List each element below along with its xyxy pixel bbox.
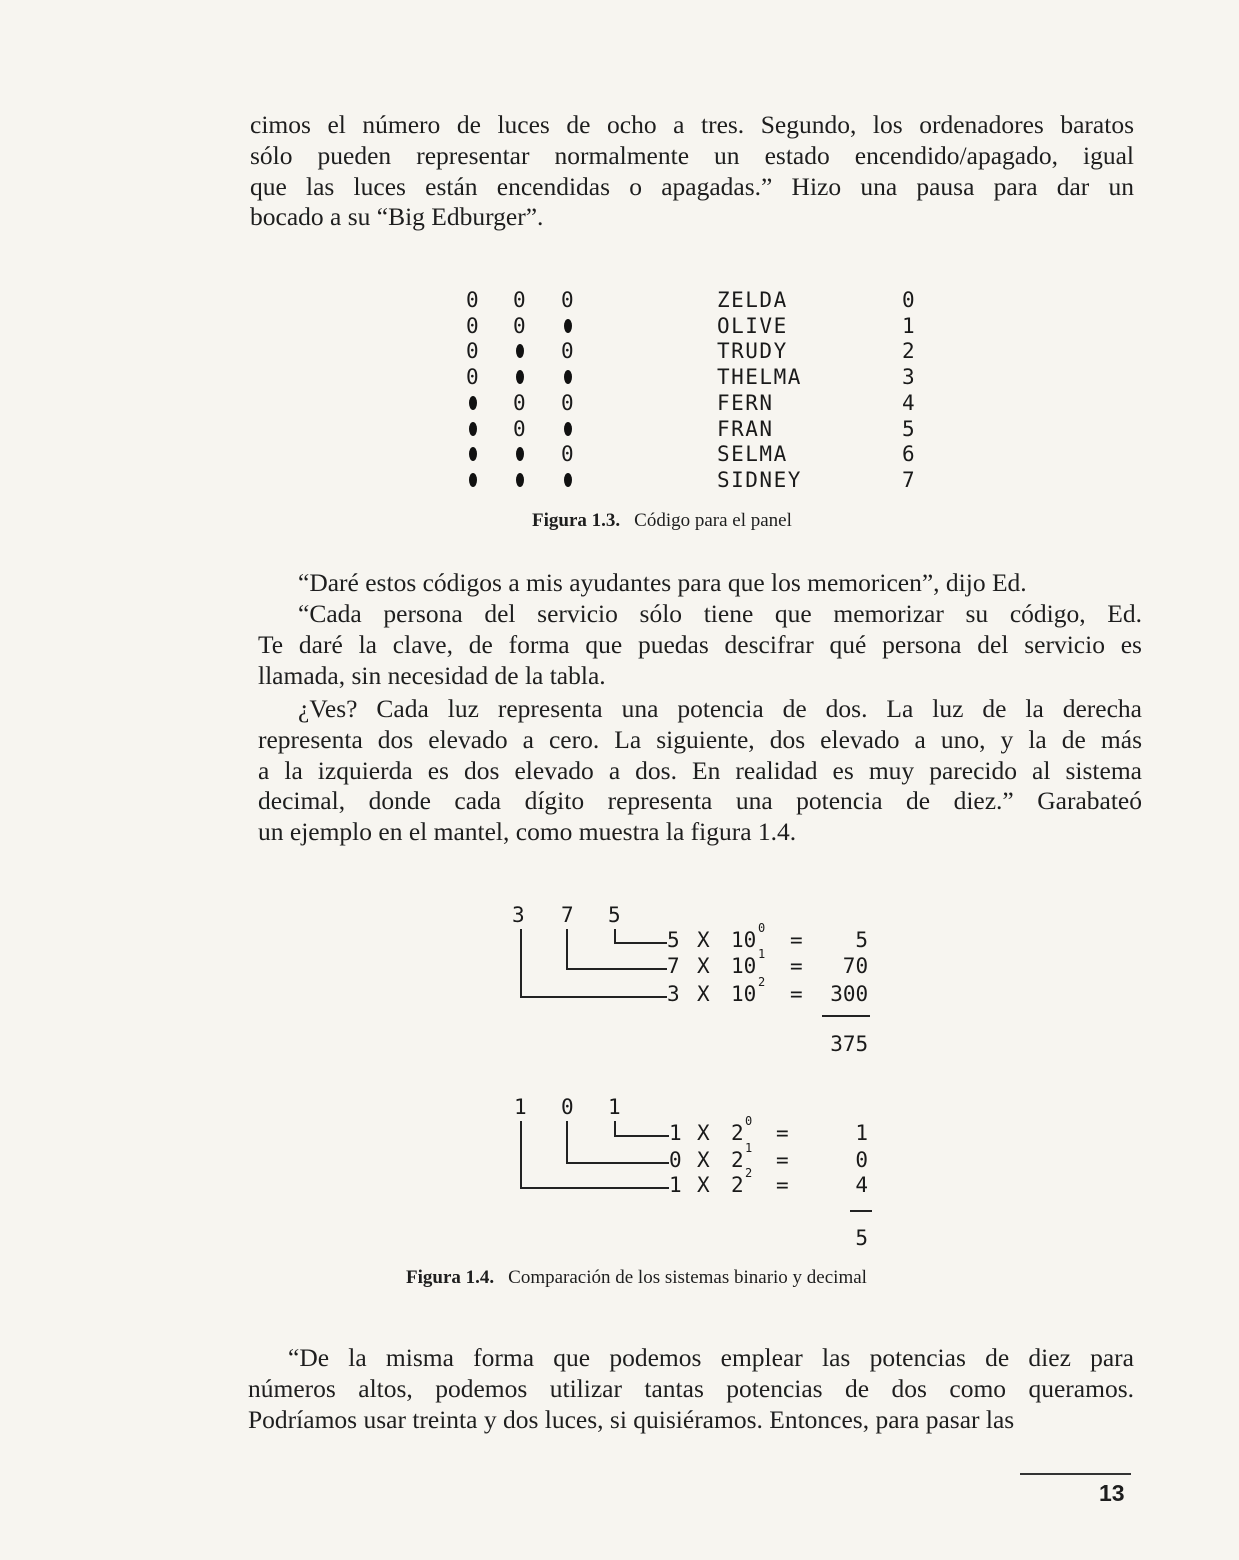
- code-name: SELMA: [717, 442, 788, 467]
- equals-sign: =: [776, 1148, 789, 1172]
- total-value: 375: [830, 1032, 869, 1056]
- text-line: Podríamos usar treinta y dos luces, si quisiéramos. Entonces, para pasar las: [248, 1404, 1015, 1434]
- code-name: TRUDY: [717, 339, 788, 364]
- light-on-icon: [469, 447, 477, 461]
- code-value: 0: [902, 288, 915, 312]
- light-on-icon: [516, 370, 524, 384]
- top-digit: 1: [514, 1095, 527, 1119]
- text-line: “Daré estos códigos a mis ayudantes para que los memoricen”, dijo Ed.: [298, 568, 1027, 597]
- text-line: ¿Ves? Cada luz representa una potencia de dos. La luz de la derecha: [298, 694, 1142, 723]
- row-digit: 1: [669, 1121, 682, 1145]
- text-line: “Cada persona del servicio sólo tiene que memorizar su código, Ed.: [298, 599, 1142, 628]
- figure-1-4-text: Comparación de los sistemas binario y decimal: [508, 1267, 867, 1288]
- row-base: 10: [731, 954, 757, 978]
- row-base: 2: [731, 1121, 744, 1145]
- row-exponent: 1: [745, 1141, 753, 1155]
- top-digit: 5: [608, 903, 621, 927]
- row-value: 1: [855, 1121, 869, 1145]
- code-value: 7: [902, 467, 915, 492]
- light-off-icon: 0: [466, 339, 479, 364]
- text-line: bocado a su “Big Edburger”.: [250, 202, 544, 232]
- row-digit: 5: [667, 928, 680, 952]
- row-value: 0: [855, 1148, 869, 1172]
- row-digit: 7: [667, 954, 680, 978]
- code-name: FRAN: [717, 416, 774, 441]
- paragraph-5: [248, 1343, 1134, 1435]
- text-line: un ejemplo en el mantel, como muestra la figura 1.4.: [258, 817, 797, 847]
- text-line: sólo pueden representar normalmente un estado encendido/apagado, igual: [250, 140, 1134, 170]
- code-name: THELMA: [717, 365, 802, 390]
- code-value: 4: [902, 390, 915, 415]
- light-on-icon: [516, 344, 524, 358]
- code-name: ZELDA: [717, 288, 788, 312]
- light-on-icon: [469, 396, 477, 410]
- equals-sign: =: [776, 1121, 789, 1145]
- text-line: números altos, podemos utilizar tantas potencias de dos como queramos.: [248, 1373, 1134, 1403]
- light-on-icon: [564, 319, 572, 333]
- top-digit: 1: [608, 1095, 621, 1119]
- light-off-icon: 0: [561, 288, 574, 312]
- row-value: 70: [842, 954, 869, 978]
- light-off-icon: 0: [513, 288, 526, 312]
- figure-1-3-text: Código para el panel: [634, 510, 792, 531]
- times-sign: X: [697, 1121, 710, 1145]
- top-digit: 3: [512, 903, 525, 927]
- light-off-icon: 0: [513, 390, 526, 415]
- row-base: 10: [731, 928, 757, 952]
- page-number-rule: [1020, 1473, 1131, 1475]
- connector-line: [614, 942, 667, 944]
- equals-sign: =: [790, 928, 803, 952]
- row-exponent: 2: [745, 1166, 753, 1180]
- row-base: 2: [731, 1173, 744, 1197]
- total-value: 5: [855, 1226, 869, 1250]
- row-base: 10: [731, 982, 757, 1006]
- times-sign: X: [697, 928, 710, 952]
- connector-line: [566, 929, 568, 968]
- row-digit: 0: [669, 1148, 682, 1172]
- light-off-icon: 0: [513, 416, 526, 441]
- light-off-icon: 0: [561, 442, 574, 467]
- light-off-icon: 0: [513, 313, 526, 338]
- top-digit: 0: [561, 1095, 574, 1119]
- connector-line: [520, 1121, 522, 1187]
- paragraph-2: [258, 568, 1142, 599]
- connector-line: [520, 996, 667, 998]
- light-on-icon: [469, 422, 477, 436]
- code-value: 2: [902, 339, 915, 364]
- light-off-icon: 0: [466, 365, 479, 390]
- row-exponent: 1: [758, 947, 766, 961]
- figure-1-3-label: Figura 1.3.: [532, 510, 621, 531]
- light-on-icon: [564, 473, 572, 487]
- light-on-icon: [564, 370, 572, 384]
- times-sign: X: [697, 1173, 710, 1197]
- code-value: 6: [902, 442, 915, 467]
- paragraph-3: [258, 599, 1142, 691]
- times-sign: X: [697, 982, 710, 1006]
- connector-line: [566, 1121, 568, 1162]
- text-line: a la izquierda es dos elevado a dos. En realidad es muy parecido al sistema: [258, 755, 1142, 785]
- light-on-icon: [516, 473, 524, 487]
- text-line: “De la misma forma que podemos emplear las potencias de diez para: [288, 1343, 1134, 1372]
- text-line: decimal, donde cada dígito representa una potencia de diez.” Garabateó: [258, 786, 1142, 816]
- times-sign: X: [697, 954, 710, 978]
- code-value: 3: [902, 365, 915, 390]
- row-value: 4: [855, 1173, 869, 1197]
- text-line: que las luces están encendidas o apagadas.” Hizo una pausa para dar un: [250, 171, 1134, 201]
- connector-line: [614, 1135, 669, 1137]
- figure-1-4-label: Figura 1.4.: [406, 1267, 495, 1288]
- connector-line: [520, 1187, 669, 1189]
- equals-sign: =: [790, 982, 803, 1006]
- text-line: cimos el número de luces de ocho a tres. Segundo, los ordenadores baratos: [250, 110, 1134, 139]
- paragraph-4: [258, 694, 1142, 848]
- connector-line: [520, 929, 522, 996]
- connector-line: [614, 929, 616, 942]
- figure-1-4-caption: [406, 1267, 867, 1289]
- page-number: 13: [1099, 1480, 1125, 1506]
- text-line: representa dos elevado a cero. La siguiente, dos elevado a uno, y la de más: [258, 724, 1142, 754]
- code-name: SIDNEY: [717, 467, 802, 492]
- times-sign: X: [697, 1148, 710, 1172]
- row-value: 5: [855, 928, 869, 952]
- text-line: Te daré la clave, de forma que puedas descifrar qué persona del servicio es: [258, 629, 1142, 659]
- light-off-icon: 0: [561, 390, 574, 415]
- row-value: 300: [830, 982, 869, 1006]
- row-digit: 3: [667, 982, 680, 1006]
- top-digit: 7: [561, 903, 574, 927]
- light-on-icon: [516, 447, 524, 461]
- sum-line: [822, 1015, 870, 1017]
- equals-sign: =: [776, 1173, 789, 1197]
- code-value: 5: [902, 416, 915, 441]
- light-off-icon: 0: [466, 313, 479, 338]
- row-exponent: 2: [758, 975, 766, 989]
- light-on-icon: [564, 422, 572, 436]
- sum-line: [850, 1210, 872, 1212]
- light-off-icon: 0: [466, 288, 479, 312]
- light-off-icon: 0: [561, 339, 574, 364]
- figure-1-3-caption: [532, 510, 792, 532]
- light-on-icon: [469, 473, 477, 487]
- paragraph-1: [250, 110, 1134, 233]
- row-digit: 1: [669, 1173, 682, 1197]
- equals-sign: =: [790, 954, 803, 978]
- code-name: OLIVE: [717, 313, 788, 338]
- code-value: 1: [902, 313, 915, 338]
- connector-line: [566, 1162, 669, 1164]
- row-base: 2: [731, 1148, 744, 1172]
- text-line: llamada, sin necesidad de la tabla.: [258, 660, 606, 690]
- row-exponent: 0: [745, 1114, 753, 1128]
- row-exponent: 0: [758, 921, 766, 935]
- connector-line: [566, 968, 667, 970]
- code-name: FERN: [717, 390, 774, 415]
- connector-line: [614, 1121, 616, 1135]
